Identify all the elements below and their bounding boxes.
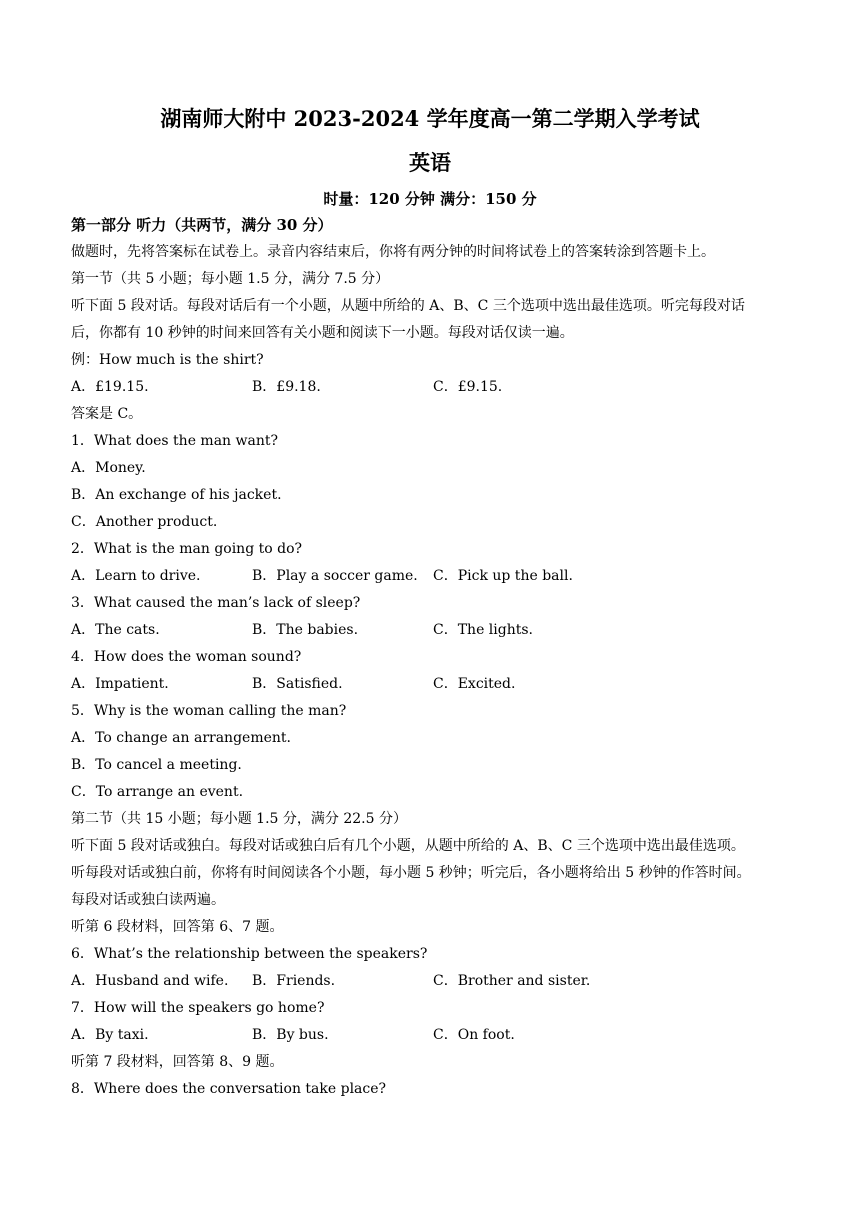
- exam-title: 湖南师大附中 2023-2024 学年度高一第二学期入学考试: [160, 106, 700, 131]
- question-2-option-a: A．Learn to drive.: [71, 568, 201, 584]
- question-6-option-a: A．Husband and wife.: [71, 973, 229, 989]
- question-6: 6．What’s the relationship between the speakers?: [71, 946, 428, 962]
- question-1-option-c: C．Another product.: [71, 514, 218, 530]
- material-6-note: 听第 6 段材料，回答第 6、7 题。: [71, 919, 284, 935]
- question-6-option-b: B．Friends.: [252, 973, 336, 989]
- example-option-b: B．£9.18.: [252, 379, 321, 395]
- question-4-option-b: B．Satisfied.: [252, 676, 343, 692]
- question-2-option-c: C．Pick up the ball.: [433, 568, 573, 584]
- question-3-option-a: A．The cats.: [71, 622, 160, 638]
- question-7-option-a: A．By taxi.: [71, 1027, 149, 1043]
- question-3-option-c: C．The lights.: [433, 622, 533, 638]
- section2-instruction-line-3: 每段对话或独白读两遍。: [71, 892, 225, 908]
- section2-heading: 第二节（共 15 小题；每小题 1.5 分，满分 22.5 分）: [71, 811, 407, 827]
- part1-heading: 第一部分 听力（共两节，满分 30 分）: [71, 216, 333, 234]
- section1-instruction-line-2: 后，你都有 10 秒钟的时间来回答有关小题和阅读下一小题。每段对话仅读一遍。: [71, 325, 574, 341]
- example-option-a: A．£19.15.: [71, 379, 149, 395]
- question-1: 1．What does the man want?: [71, 433, 278, 449]
- question-5: 5．Why is the woman calling the man?: [71, 703, 347, 719]
- question-7-option-b: B．By bus.: [252, 1027, 329, 1043]
- question-5-option-a: A．To change an arrangement.: [71, 730, 291, 746]
- question-6-option-c: C．Brother and sister.: [433, 973, 591, 989]
- material-7-note: 听第 7 段材料，回答第 8、9 题。: [71, 1054, 284, 1070]
- section2-instruction-line-2: 听每段对话或独白前，你将有时间阅读各个小题，每小题 5 秒钟；听完后，各小题将给出 5 秒钟的作答时间。: [71, 865, 751, 881]
- question-3-option-b: B．The babies.: [252, 622, 359, 638]
- question-3: 3．What caused the man’s lack of sleep?: [71, 595, 361, 611]
- question-2: 2．What is the man going to do?: [71, 541, 303, 557]
- example-option-c: C．£9.15.: [433, 379, 503, 395]
- question-8: 8．Where does the conversation take place?: [71, 1081, 387, 1097]
- question-1-option-b: B．An exchange of his jacket.: [71, 487, 282, 503]
- question-5-option-c: C．To arrange an event.: [71, 784, 244, 800]
- section1-instruction-line-1: 听下面 5 段对话。每段对话后有一个小题，从题中所给的 A、B、C 三个选项中选出最佳选项。听完每段对话: [71, 298, 745, 314]
- question-4: 4．How does the woman sound?: [71, 649, 302, 665]
- example-question: 例：How much is the shirt?: [71, 352, 264, 368]
- section1-heading: 第一节（共 5 小题；每小题 1.5 分，满分 7.5 分）: [71, 271, 390, 287]
- question-2-option-b: B．Play a soccer game.: [252, 568, 418, 584]
- question-5-option-b: B．To cancel a meeting.: [71, 757, 242, 773]
- question-7-option-c: C．On foot.: [433, 1027, 515, 1043]
- question-4-option-a: A．Impatient.: [71, 676, 169, 692]
- part1-instruction: 做题时，先将答案标在试卷上。录音内容结束后，你将有两分钟的时间将试卷上的答案转涂到答题卡上。: [71, 244, 715, 260]
- question-4-option-c: C．Excited.: [433, 676, 516, 692]
- subject-title: 英语: [409, 150, 451, 175]
- time-info: 时量：120 分钟 满分：150 分: [323, 190, 537, 208]
- question-1-option-a: A．Money.: [71, 460, 146, 476]
- section2-instruction-line-1: 听下面 5 段对话或独白。每段对话或独白后有几个小题，从题中所给的 A、B、C 三个选项中选出最佳选项。: [71, 838, 745, 854]
- question-7: 7．How will the speakers go home?: [71, 1000, 325, 1016]
- example-answer: 答案是 C。: [71, 406, 143, 422]
